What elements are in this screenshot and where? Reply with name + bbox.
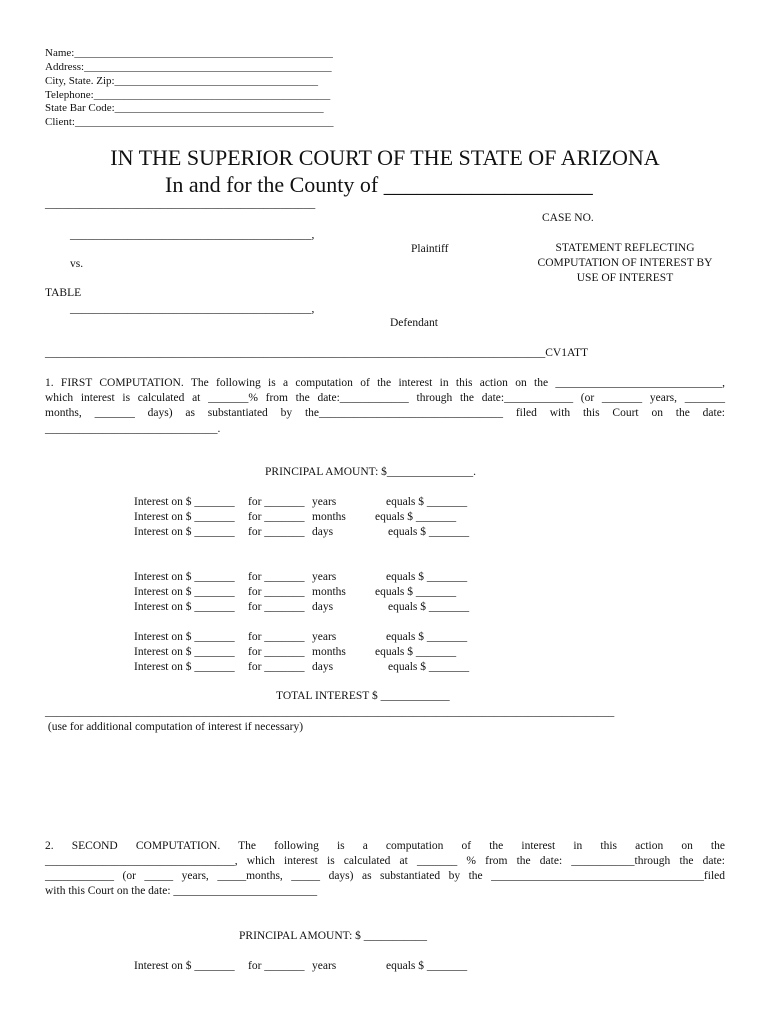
vs-label: vs. [70,258,84,270]
second-principal-amount: PRINCIPAL AMOUNT: $ ___________ [239,930,428,942]
statement-title-2: COMPUTATION OF INTEREST BY [537,257,713,269]
header-client: Client:_______________________________________________ [45,116,334,128]
caption-rule-top: _______________________________________________ [45,198,316,210]
first-computation-line-4: ______________________________. [45,423,221,435]
interest-group-3-col-for: for _______ for _______ for _______ [248,631,305,673]
header-telephone: Telephone:___________________________________________ [45,89,331,101]
interest-group-1-col-unit: years months days [312,496,346,538]
table-label: TABLE [45,287,82,299]
additional-computation-note: (use for additional computation of interest if necessary) [45,721,304,733]
caption-bottom-rule: _______________________________________________________________________________________CV1ATT [45,347,589,359]
first-computation-line-3: months, _______ days) as substantiated by the________________________________ filed with this Court on the date: [45,407,725,419]
header-city: City, State. Zip:_____________________________________ [45,75,319,87]
plaintiff-line: __________________________________________, [70,229,315,241]
interest-group-3-col-interest: Interest on $ _______ Interest on $ _______ Interest on $ _______ [134,631,235,673]
interest-group-1-col-equals-2: equals $ _______ [375,511,457,523]
county-line: In and for the County of ___________________ [165,172,593,197]
case-no: CASE NO. [542,212,594,224]
interest-group-2-col-equals-2: equals $ _______ [375,586,457,598]
second-computation-line-2: _________________________________, which interest is calculated at _______ % from the date: ___________through the date: [45,855,725,867]
interest-group-2-col-equals-1: equals $ _______ [386,571,468,583]
defendant-label: Defendant [390,317,438,329]
second-interest-row-equals: equals $ _______ [386,960,468,972]
court-title: IN THE SUPERIOR COURT OF THE STATE OF ARIZONA [110,145,660,170]
header-address: Address:_____________________________________________ [45,61,332,73]
interest-group-1-col-for: for _______ for _______ for _______ [248,496,305,538]
header-bar-code: State Bar Code:______________________________________ [45,102,324,114]
interest-group-1-col-interest: Interest on $ _______ Interest on $ _______ Interest on $ _______ [134,496,235,538]
interest-group-3-col-equals-2: equals $ _______ [375,646,457,658]
interest-group-2-col-unit: years months days [312,571,346,613]
total-interest: TOTAL INTEREST $ ____________ [276,690,450,702]
statement-title-3: USE OF INTEREST [576,272,674,284]
interest-group-1-col-equals-1: equals $ _______ [386,496,468,508]
second-computation-line-4: with this Court on the date: _________________________ [45,885,318,897]
second-computation-line-3: ____________ (or _____ years, _____months, _____ days) as substantiated by the _____________________________________filed [45,870,725,882]
header-name: Name:_______________________________________________ [45,47,333,59]
interest-group-2-col-for: for _______ for _______ for _______ [248,571,305,613]
interest-group-3-col-equals-1: equals $ _______ [386,631,468,643]
second-interest-row-for: for _______ [248,960,305,972]
interest-group-2-col-equals-3: equals $ _______ [388,601,470,613]
defendant-line: __________________________________________, [70,303,315,315]
second-interest-row-unit: years [312,960,337,972]
first-computation-line-2: which interest is calculated at _______% from the date:____________ through the date:____________ (or _______ years, _______ [45,392,725,404]
plaintiff-label: Plaintiff [411,243,449,255]
interest-group-3-col-unit: years months days [312,631,346,673]
first-computation-line-1: 1. FIRST COMPUTATION. The following is a computation of the interest in this action on the _____________________________, [45,377,725,389]
interest-group-3-col-equals-3: equals $ _______ [388,661,470,673]
total-rule: ___________________________________________________________________________________________________ [45,706,615,718]
statement-title-1: STATEMENT REFLECTING [555,242,695,254]
first-principal-amount: PRINCIPAL AMOUNT: $_______________. [265,466,477,478]
interest-group-2-col-interest: Interest on $ _______ Interest on $ _______ Interest on $ _______ [134,571,235,613]
second-computation-line-1: 2. SECOND COMPUTATION. The following is a computation of the interest in this action on the [45,840,725,852]
second-interest-row-interest: Interest on $ _______ [134,960,235,972]
interest-group-1-col-equals-3: equals $ _______ [388,526,470,538]
